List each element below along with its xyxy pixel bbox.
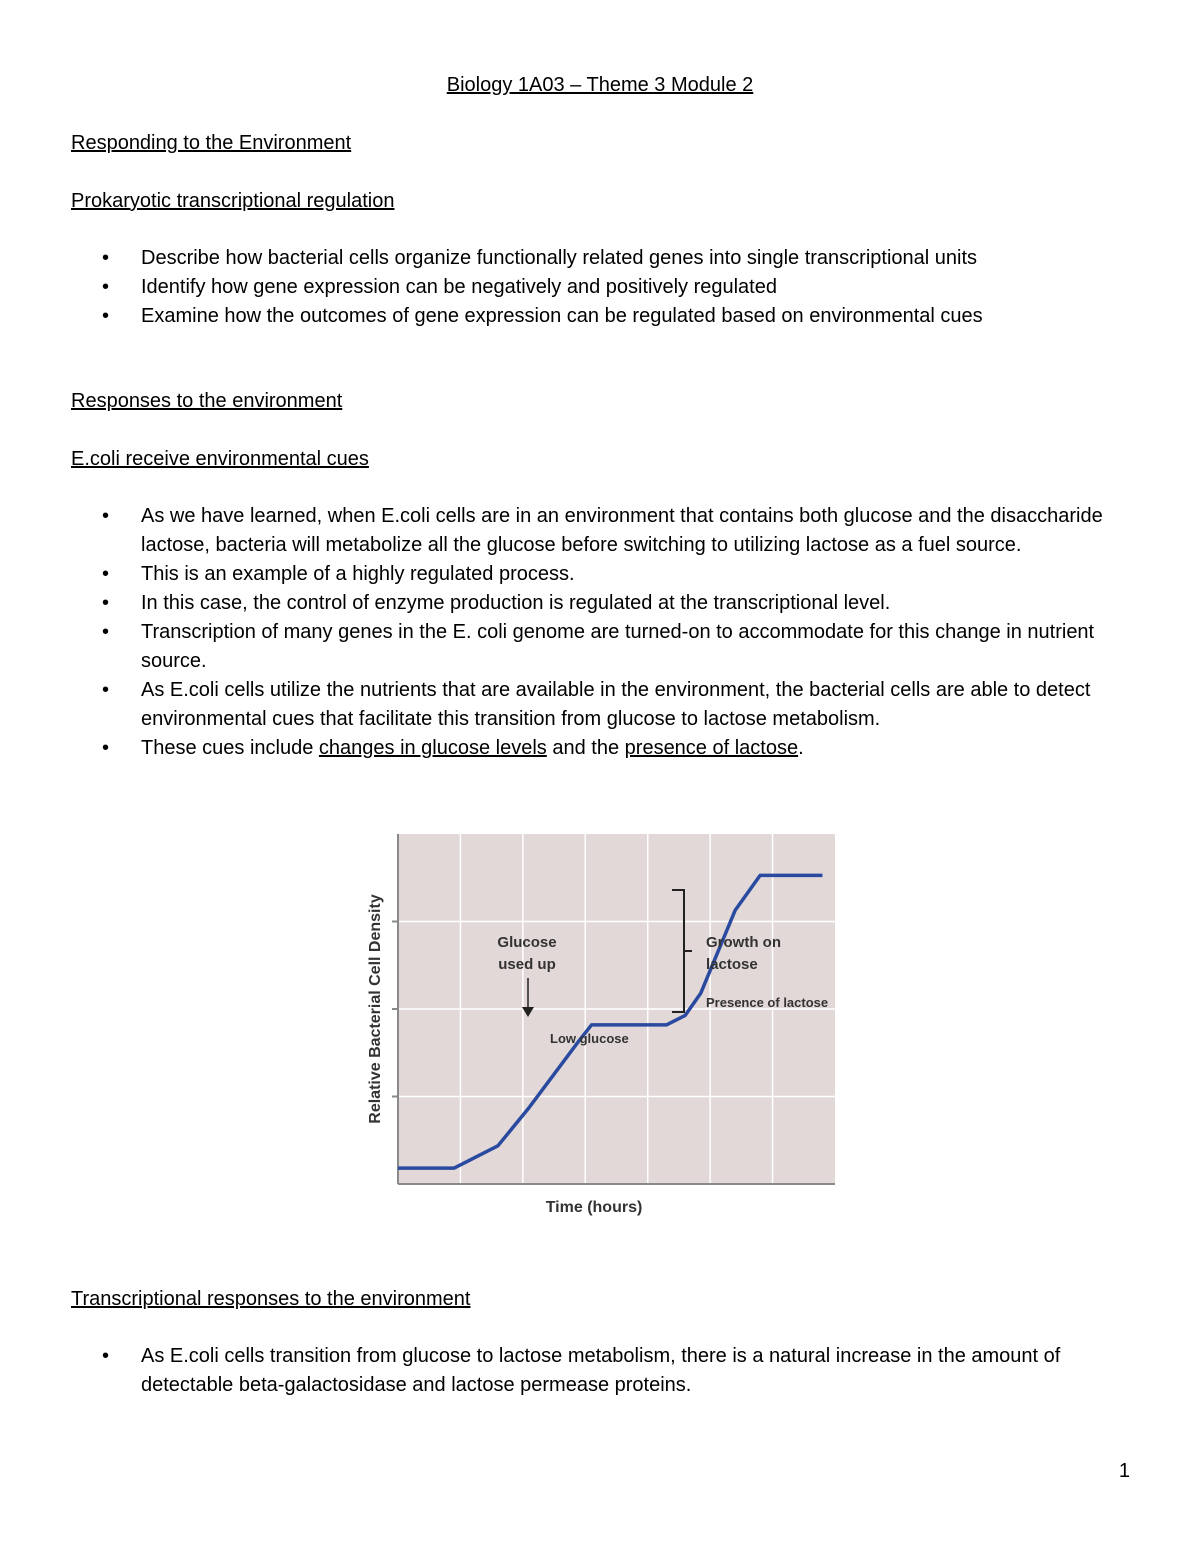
list-item: • Transcription of many genes in the E. coli genome are turned-on to accommodate for this change in nutrient source. bbox=[0, 618, 1200, 676]
list-item: • Describe how bacterial cells organize functionally related genes into single transcriptional units bbox=[0, 244, 1200, 273]
bullet-icon: • bbox=[102, 505, 110, 527]
list-item: • In this case, the control of enzyme production is regulated at the transcriptional level. bbox=[0, 589, 1200, 618]
x-axis-label: Time (hours) bbox=[545, 1199, 643, 1216]
annotation-growth-line2: lactose bbox=[706, 956, 758, 973]
list-item: • Examine how the outcomes of gene expression can be regulated based on environmental cues bbox=[0, 302, 1200, 331]
list-item: • As we have learned, when E.coli cells are in an environment that contains both glucose and the disaccharide lactose, bacteria will metabolize all the glucose before switching to utilizing lactose as a fuel source. bbox=[0, 502, 1200, 560]
bullet-icon: • bbox=[102, 276, 110, 298]
section-heading-prokaryotic: Prokaryotic transcriptional regulation bbox=[71, 190, 395, 212]
list-item: • As E.coli cells transition from glucose to lactose metabolism, there is a natural increase in the amount of detectable beta-galactosidase and lactose permease proteins. bbox=[0, 1342, 1200, 1400]
cues-list bbox=[0, 502, 1200, 763]
annotation-growth-line1: Growth on bbox=[706, 934, 781, 951]
transcriptional-list bbox=[0, 1342, 1200, 1400]
annotation-low-glucose: Low glucose bbox=[550, 1031, 629, 1046]
bullet-icon: • bbox=[102, 563, 110, 585]
list-item: • Identify how gene expression can be negatively and positively regulated bbox=[0, 273, 1200, 302]
bullet-icon: • bbox=[102, 737, 110, 759]
bullet-icon: • bbox=[102, 592, 110, 614]
bullet-icon: • bbox=[102, 247, 110, 269]
section-heading-transcriptional: Transcriptional responses to the environment bbox=[71, 1288, 471, 1310]
annotation-glucose-line2: used up bbox=[498, 956, 556, 973]
section-heading-responses: Responses to the environment bbox=[71, 390, 343, 412]
annotation-glucose-line1: Glucose bbox=[497, 934, 557, 951]
underlined-phrase-lactose: presence of lactose bbox=[624, 737, 799, 759]
bullet-icon: • bbox=[102, 305, 110, 327]
growth-curve-figure bbox=[358, 826, 848, 1227]
growth-curve-chart bbox=[358, 826, 848, 1221]
list-item: • This is an example of a highly regulated process. bbox=[0, 560, 1200, 589]
list-item: • These cues include changes in glucose levels and the presence of lactose. bbox=[0, 734, 1200, 763]
bullet-icon: • bbox=[102, 679, 110, 701]
page-title: Biology 1A03 – Theme 3 Module 2 bbox=[446, 74, 754, 96]
bullet-icon: • bbox=[102, 1345, 110, 1367]
section-heading-responding: Responding to the Environment bbox=[71, 132, 352, 154]
list-item: • As E.coli cells utilize the nutrients that are available in the environment, the bacterial cells are able to detect environmental cues that facilitate this transition from glucose to lactose metabolism. bbox=[0, 676, 1200, 734]
y-axis-label: Relative Bacterial Cell Density bbox=[367, 894, 384, 1124]
annotation-presence: Presence of lactose bbox=[706, 995, 829, 1010]
page-number: 1 bbox=[1118, 1460, 1130, 1482]
bullet-icon: • bbox=[102, 621, 110, 643]
objectives-list bbox=[0, 244, 1200, 331]
section-heading-ecoli-cues: E.coli receive environmental cues bbox=[71, 448, 369, 470]
underlined-phrase-glucose: changes in glucose levels bbox=[318, 737, 547, 759]
